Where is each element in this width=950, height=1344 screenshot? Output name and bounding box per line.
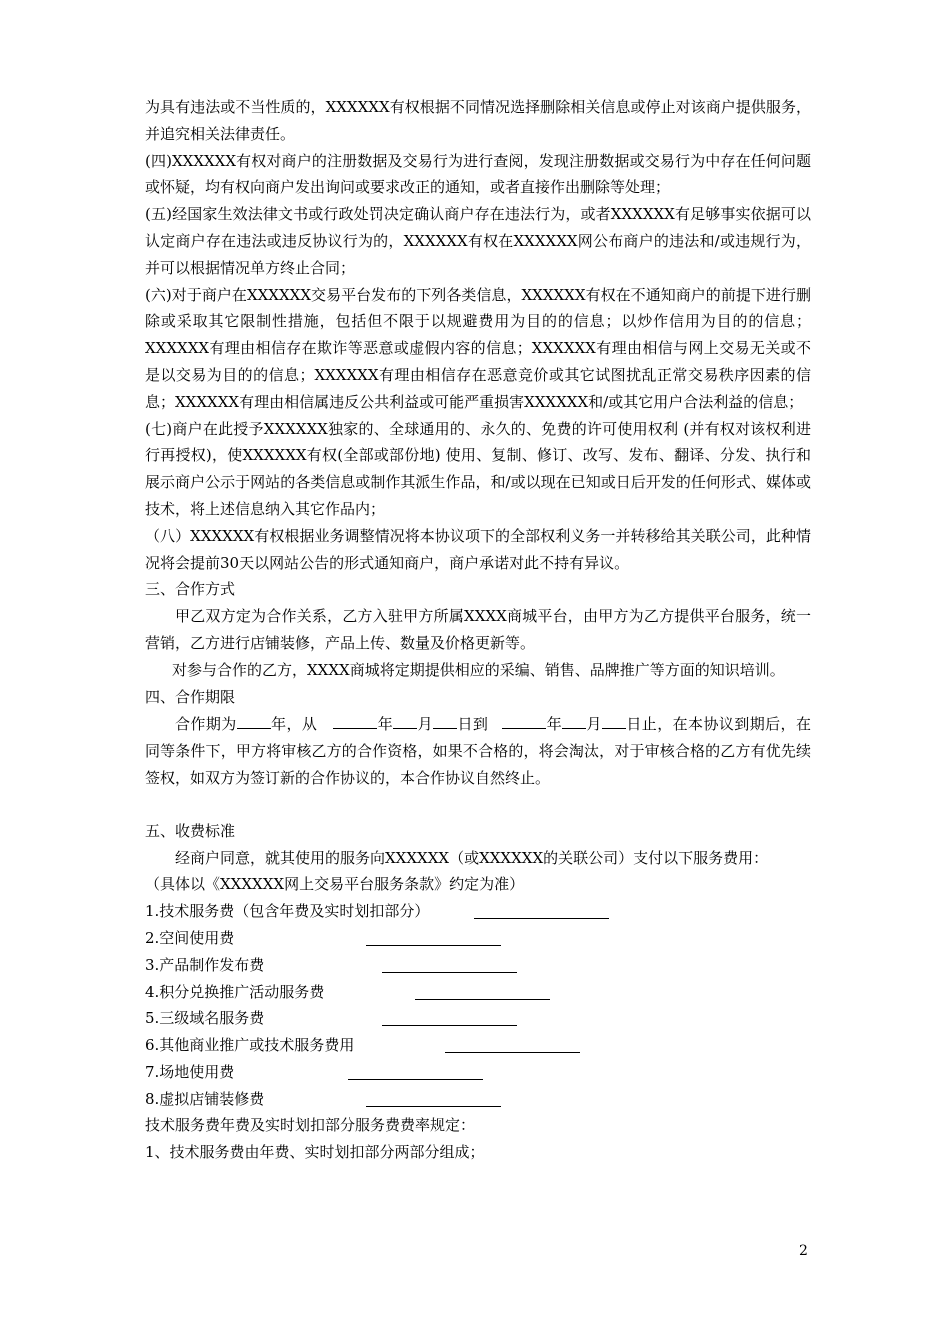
fee-blank[interactable] [474, 918, 609, 919]
paragraph-clause-3-tail: 为具有违法或不当性质的，XXXXXX有权根据不同情况选择删除相关信息或停止对该商户提供服务，并追究相关法律责任。 [145, 98, 811, 143]
term-lead: 合作期为 [175, 715, 237, 734]
fee-label: 6.其他商业推广或技术服务费用 [145, 1036, 355, 1055]
fee-label: 1.技术服务费（包含年费及实时划扣部分） [145, 902, 430, 921]
section-heading-cooperation-mode: 三、合作方式 [145, 580, 236, 599]
blank-end-month[interactable] [562, 710, 586, 729]
fee-item-product-publishing [145, 952, 811, 979]
fee-item-other-promotion [145, 1032, 811, 1059]
page-number: 2 [799, 1243, 808, 1259]
end-day-label: 日止， [625, 715, 673, 734]
fee-label: 3.产品制作发布费 [145, 955, 265, 974]
fee-label: 2.空间使用费 [145, 928, 235, 947]
fee-item-points-promotion [145, 979, 811, 1006]
term-unit: 年，从 [270, 715, 318, 734]
start-month-label: 月 [417, 715, 434, 734]
paragraph-rate-title: 技术服务费年费及实时划扣部分服务费费率规定： [145, 1116, 476, 1135]
fee-item-subdomain [145, 1005, 811, 1032]
blank-years[interactable] [237, 710, 271, 729]
paragraph-fee-intro: 经商户同意，就其使用的服务向XXXXXX（或XXXXXX的关联公司）支付以下服务费用： [175, 848, 769, 867]
fee-label: 5.三级域名服务费 [145, 1009, 265, 1028]
blank-start-day[interactable] [433, 710, 457, 729]
paragraph-rate-item-1: 1、技术服务费由年费、实时划扣部分两部分组成； [145, 1143, 485, 1162]
fee-item-venue [145, 1059, 811, 1086]
section-heading-fee-standard: 五、收费标准 [145, 821, 236, 840]
fee-label: 8.虚拟店铺装修费 [145, 1089, 265, 1108]
blank-line [145, 792, 811, 818]
section-heading-cooperation-term: 四、合作期限 [145, 687, 236, 706]
fee-item-store-decoration [145, 1086, 811, 1113]
fee-blank[interactable] [445, 1052, 580, 1053]
paragraph-clause-4: (四)XXXXXX有权对商户的注册数据及交易行为进行查阅，发现注册数据或交易行为中存在任何问题或怀疑，均有权向商户发出询问或要求改正的通知，或者直接作出删除等处理； [145, 151, 811, 197]
term-rest: 在本协议到期后，在同等条件下，甲方将审核乙方的合作资格，如果不合格的，将会淘汰，对于审核合格的乙方有优先续签权，如双方为签订新的合作协议的，本合作协议自然终止。 [145, 715, 811, 787]
paragraph-clause-8: （八）XXXXXX有权根据业务调整情况将本协议项下的全部权利义务一并转移给其关联公司，此种情况将会提前30天以网站公告的形式通知商户，商户承诺对此不持有异议。 [145, 526, 811, 572]
document-body [145, 94, 811, 1166]
start-day-label: 日到 [457, 715, 489, 734]
paragraph-clause-7: (七)商户在此授予XXXXXX独家的、全球通用的、永久的、免费的许可使用权利 (并有权对该权利进行再授权)，使XXXXXX有权(全部或部份地) 使用、复制、修订、改写、发布、翻译、分发、执行和展示商户公示于网站的各类信息或制作其派生作品，和/或以现在已知或日后开发的任何形式、媒体或技术，将上述信息纳入其它作品内； [145, 419, 811, 518]
paragraph-clause-6: (六)对于商户在XXXXXX交易平台发布的下列各类信息，XXXXXX有权在不通知商户的前提下进行删除或采取其它限制性措施，包括但不限于以规避费用为目的的信息；以炒作信用为目的的信息；XXXXXX有理由相信存在欺诈等恶意或虚假内容的信息；XXXXXX有理由相信与网上交易无关或不是以交易为目的的信息；XXXXXX有理由相信存在恶意竞价或其它试图扰乱正常交易秩序因素的信息；XXXXXX有理由相信属违反公共利益或可能严重损害XXXXXX和/或其它用户合法利益的信息； [145, 285, 811, 411]
fee-blank[interactable] [366, 1106, 501, 1107]
paragraph-clause-5: (五)经国家生效法律文书或行政处罚决定确认商户存在违法行为，或者XXXXXX有足够事实依据可以认定商户存在违法或违反协议行为的，XXXXXX有权在XXXXXX网公布商户的违法和/或违规行为，并可以根据情况单方终止合同； [145, 205, 811, 277]
blank-start-month[interactable] [393, 710, 417, 729]
paragraph-training: 对参与合作的乙方，XXXX商城将定期提供相应的采编、销售、品牌推广等方面的知识培训。 [172, 660, 785, 679]
fee-label: 4.积分兑换推广活动服务费 [145, 982, 325, 1001]
fee-blank[interactable] [382, 1025, 517, 1026]
fee-blank[interactable] [348, 1079, 483, 1080]
fee-blank[interactable] [382, 972, 517, 973]
fee-item-technical-service [145, 898, 811, 925]
fee-label: 7.场地使用费 [145, 1062, 235, 1081]
fee-blank[interactable] [366, 945, 501, 946]
fee-item-space [145, 925, 811, 952]
paragraph-cooperation-term [145, 710, 811, 791]
blank-end-day[interactable] [602, 710, 626, 729]
start-year-label: 年 [377, 715, 394, 734]
paragraph-cooperation-relationship: 甲乙双方定为合作关系，乙方入驻甲方所属XXXX商城平台，由甲方为乙方提供平台服务，统一营销，乙方进行店铺装修，产品上传、数量及价格更新等。 [145, 607, 811, 652]
fee-blank[interactable] [415, 999, 550, 1000]
end-month-label: 月 [586, 715, 602, 734]
end-year-label: 年 [546, 715, 563, 734]
paragraph-fee-note: （具体以《XXXXXX网上交易平台服务条款》约定为准） [145, 875, 525, 894]
blank-start-year[interactable] [333, 710, 377, 729]
blank-end-year[interactable] [502, 710, 546, 729]
